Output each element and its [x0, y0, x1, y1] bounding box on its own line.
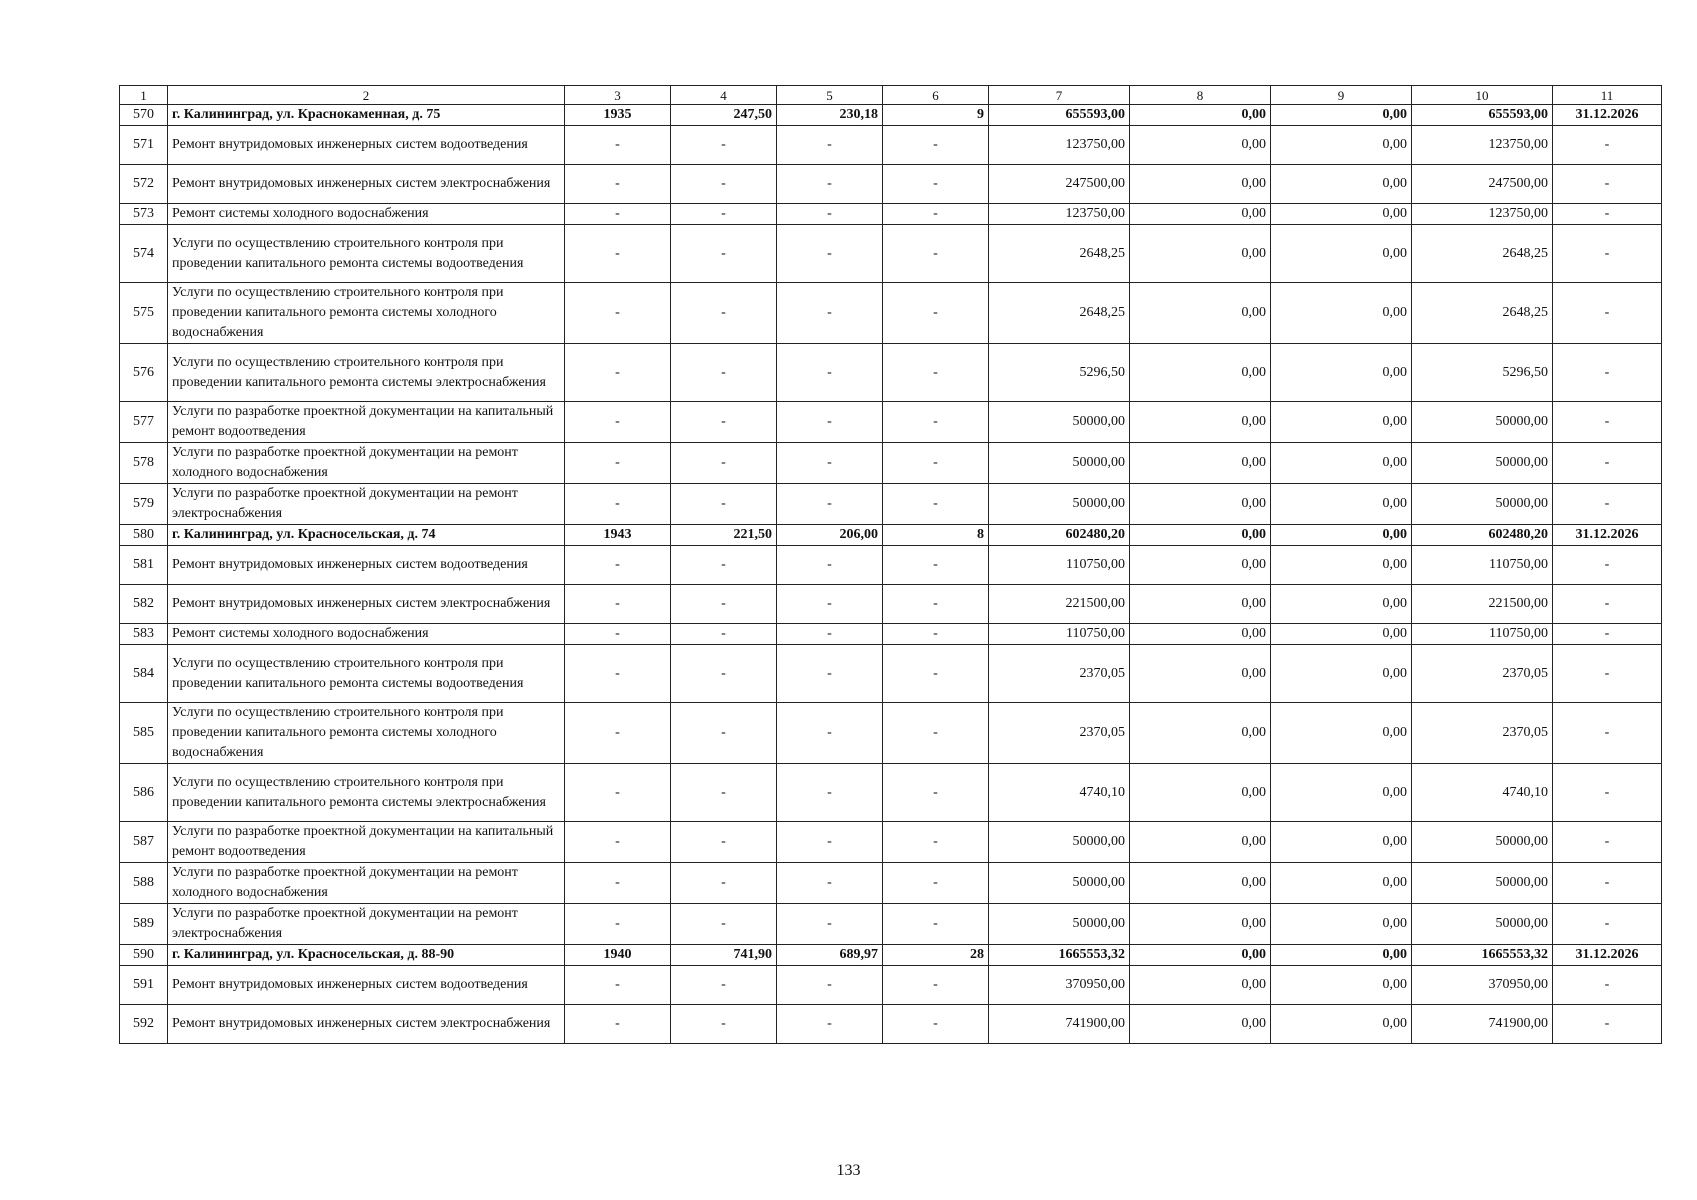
cell-no: 592: [120, 1005, 168, 1044]
cell-c3: 1935: [565, 105, 671, 126]
cell-c7: 2370,05: [989, 703, 1130, 764]
cell-c6: -: [883, 484, 989, 525]
cell-c6: -: [883, 344, 989, 402]
capital-repair-table: [119, 85, 1662, 1044]
column-header: 3: [565, 86, 671, 105]
cell-c11: -: [1553, 624, 1662, 645]
cell-c9: 0,00: [1271, 344, 1412, 402]
cell-name: г. Калининград, ул. Красносельская, д. 74: [168, 525, 565, 546]
cell-c9: 0,00: [1271, 402, 1412, 443]
cell-no: 584: [120, 645, 168, 703]
cell-c11: -: [1553, 645, 1662, 703]
cell-c10: 2648,25: [1412, 283, 1553, 344]
table-row: [120, 402, 1662, 443]
cell-c8: 0,00: [1130, 966, 1271, 1005]
cell-c10: 247500,00: [1412, 165, 1553, 204]
column-header: 5: [777, 86, 883, 105]
cell-c11: -: [1553, 703, 1662, 764]
cell-c11: -: [1553, 225, 1662, 283]
cell-c7: 602480,20: [989, 525, 1130, 546]
cell-c8: 0,00: [1130, 703, 1271, 764]
cell-name: Ремонт системы холодного водоснабжения: [168, 204, 565, 225]
cell-c10: 1665553,32: [1412, 945, 1553, 966]
cell-c4: -: [671, 585, 777, 624]
cell-c3: -: [565, 165, 671, 204]
cell-c6: -: [883, 546, 989, 585]
cell-no: 589: [120, 904, 168, 945]
table-row: [120, 126, 1662, 165]
cell-c11: 31.12.2026: [1553, 945, 1662, 966]
cell-c4: -: [671, 165, 777, 204]
cell-c4: -: [671, 126, 777, 165]
cell-c6: -: [883, 822, 989, 863]
cell-name: Услуги по разработке проектной документации на капитальный ремонт водоотведения: [168, 402, 565, 443]
cell-c6: -: [883, 966, 989, 1005]
column-header: 11: [1553, 86, 1662, 105]
cell-c9: 0,00: [1271, 525, 1412, 546]
cell-c5: -: [777, 283, 883, 344]
cell-c3: -: [565, 863, 671, 904]
cell-c11: -: [1553, 443, 1662, 484]
cell-c8: 0,00: [1130, 546, 1271, 585]
cell-c4: 221,50: [671, 525, 777, 546]
cell-c10: 110750,00: [1412, 624, 1553, 645]
cell-c7: 110750,00: [989, 546, 1130, 585]
cell-c3: 1940: [565, 945, 671, 966]
cell-no: 571: [120, 126, 168, 165]
table-row: [120, 344, 1662, 402]
cell-c6: -: [883, 225, 989, 283]
cell-c5: -: [777, 443, 883, 484]
cell-c8: 0,00: [1130, 945, 1271, 966]
cell-c5: -: [777, 904, 883, 945]
cell-c3: -: [565, 283, 671, 344]
cell-c9: 0,00: [1271, 165, 1412, 204]
cell-c6: -: [883, 204, 989, 225]
column-header: 2: [168, 86, 565, 105]
cell-c7: 50000,00: [989, 443, 1130, 484]
cell-no: 570: [120, 105, 168, 126]
cell-c4: -: [671, 546, 777, 585]
cell-c4: -: [671, 204, 777, 225]
cell-name: Услуги по осуществлению строительного контроля при проведении капитального ремонта системы водоотведения: [168, 645, 565, 703]
cell-name: Услуги по осуществлению строительного контроля при проведении капитального ремонта системы водоотведения: [168, 225, 565, 283]
cell-name: Услуги по разработке проектной документации на ремонт электроснабжения: [168, 484, 565, 525]
address-row: [120, 525, 1662, 546]
cell-c10: 123750,00: [1412, 204, 1553, 225]
cell-c5: 689,97: [777, 945, 883, 966]
cell-c7: 4740,10: [989, 764, 1130, 822]
cell-c5: -: [777, 764, 883, 822]
cell-c4: -: [671, 645, 777, 703]
cell-c10: 221500,00: [1412, 585, 1553, 624]
cell-c6: -: [883, 764, 989, 822]
cell-c5: -: [777, 703, 883, 764]
cell-c4: -: [671, 764, 777, 822]
cell-c6: -: [883, 165, 989, 204]
cell-c8: 0,00: [1130, 585, 1271, 624]
cell-c3: 1943: [565, 525, 671, 546]
cell-c11: -: [1553, 283, 1662, 344]
cell-name: Ремонт внутридомовых инженерных систем водоотведения: [168, 966, 565, 1005]
cell-c8: 0,00: [1130, 624, 1271, 645]
cell-c8: 0,00: [1130, 822, 1271, 863]
cell-c3: -: [565, 344, 671, 402]
cell-c6: -: [883, 1005, 989, 1044]
cell-no: 583: [120, 624, 168, 645]
cell-c8: 0,00: [1130, 484, 1271, 525]
cell-c7: 50000,00: [989, 863, 1130, 904]
cell-c5: -: [777, 966, 883, 1005]
cell-c4: -: [671, 624, 777, 645]
cell-c9: 0,00: [1271, 863, 1412, 904]
cell-name: Услуги по разработке проектной документации на ремонт холодного водоснабжения: [168, 443, 565, 484]
cell-no: 576: [120, 344, 168, 402]
table-row: [120, 546, 1662, 585]
cell-name: Услуги по разработке проектной документации на ремонт холодного водоснабжения: [168, 863, 565, 904]
column-header: 4: [671, 86, 777, 105]
cell-c8: 0,00: [1130, 105, 1271, 126]
cell-no: 577: [120, 402, 168, 443]
cell-name: Услуги по разработке проектной документации на ремонт электроснабжения: [168, 904, 565, 945]
cell-c11: -: [1553, 126, 1662, 165]
cell-c8: 0,00: [1130, 165, 1271, 204]
table-row: [120, 1005, 1662, 1044]
cell-c4: -: [671, 1005, 777, 1044]
cell-c9: 0,00: [1271, 703, 1412, 764]
cell-no: 588: [120, 863, 168, 904]
cell-c7: 1665553,32: [989, 945, 1130, 966]
table-row: [120, 645, 1662, 703]
column-header: 8: [1130, 86, 1271, 105]
cell-c11: -: [1553, 966, 1662, 1005]
cell-c10: 655593,00: [1412, 105, 1553, 126]
cell-c9: 0,00: [1271, 904, 1412, 945]
cell-c9: 0,00: [1271, 484, 1412, 525]
cell-no: 582: [120, 585, 168, 624]
cell-c11: -: [1553, 402, 1662, 443]
cell-name: Услуги по осуществлению строительного контроля при проведении капитального ремонта системы электроснабжения: [168, 764, 565, 822]
cell-c8: 0,00: [1130, 225, 1271, 283]
cell-c9: 0,00: [1271, 546, 1412, 585]
table-row: [120, 443, 1662, 484]
cell-no: 579: [120, 484, 168, 525]
cell-c5: -: [777, 165, 883, 204]
cell-c7: 221500,00: [989, 585, 1130, 624]
cell-c7: 123750,00: [989, 204, 1130, 225]
cell-c11: -: [1553, 165, 1662, 204]
cell-c7: 247500,00: [989, 165, 1130, 204]
cell-c8: 0,00: [1130, 645, 1271, 703]
cell-c10: 50000,00: [1412, 863, 1553, 904]
cell-c10: 50000,00: [1412, 402, 1553, 443]
table-row: [120, 863, 1662, 904]
cell-c11: -: [1553, 822, 1662, 863]
cell-c10: 50000,00: [1412, 822, 1553, 863]
table-row: [120, 703, 1662, 764]
cell-c3: -: [565, 484, 671, 525]
cell-c7: 741900,00: [989, 1005, 1130, 1044]
cell-c9: 0,00: [1271, 585, 1412, 624]
table-row: [120, 624, 1662, 645]
table-row: [120, 204, 1662, 225]
cell-c5: -: [777, 822, 883, 863]
cell-c5: 230,18: [777, 105, 883, 126]
cell-no: 573: [120, 204, 168, 225]
address-row: [120, 105, 1662, 126]
cell-c10: 2370,05: [1412, 703, 1553, 764]
cell-c7: 123750,00: [989, 126, 1130, 165]
cell-c4: -: [671, 402, 777, 443]
cell-c3: -: [565, 822, 671, 863]
table-row: [120, 585, 1662, 624]
cell-c7: 2648,25: [989, 225, 1130, 283]
cell-c3: -: [565, 764, 671, 822]
cell-no: 591: [120, 966, 168, 1005]
cell-c5: -: [777, 126, 883, 165]
cell-c5: -: [777, 204, 883, 225]
cell-c10: 5296,50: [1412, 344, 1553, 402]
cell-c10: 2648,25: [1412, 225, 1553, 283]
column-header: 1: [120, 86, 168, 105]
cell-c5: -: [777, 645, 883, 703]
cell-c4: -: [671, 966, 777, 1005]
cell-c9: 0,00: [1271, 966, 1412, 1005]
cell-c11: -: [1553, 484, 1662, 525]
cell-c7: 50000,00: [989, 904, 1130, 945]
cell-c4: -: [671, 822, 777, 863]
cell-name: Ремонт системы холодного водоснабжения: [168, 624, 565, 645]
cell-c5: -: [777, 585, 883, 624]
cell-name: Ремонт внутридомовых инженерных систем электроснабжения: [168, 1005, 565, 1044]
cell-c6: -: [883, 443, 989, 484]
cell-c8: 0,00: [1130, 904, 1271, 945]
cell-c7: 2648,25: [989, 283, 1130, 344]
cell-c3: -: [565, 402, 671, 443]
cell-c6: -: [883, 283, 989, 344]
cell-c10: 602480,20: [1412, 525, 1553, 546]
cell-c6: -: [883, 863, 989, 904]
cell-c10: 123750,00: [1412, 126, 1553, 165]
cell-c4: -: [671, 283, 777, 344]
table-row: [120, 764, 1662, 822]
cell-c9: 0,00: [1271, 945, 1412, 966]
cell-c4: -: [671, 863, 777, 904]
cell-c9: 0,00: [1271, 822, 1412, 863]
table-row: [120, 822, 1662, 863]
cell-c5: -: [777, 1005, 883, 1044]
cell-c4: -: [671, 225, 777, 283]
column-header: 10: [1412, 86, 1553, 105]
cell-c6: 8: [883, 525, 989, 546]
cell-c5: -: [777, 225, 883, 283]
cell-c5: -: [777, 484, 883, 525]
cell-c8: 0,00: [1130, 764, 1271, 822]
cell-c7: 655593,00: [989, 105, 1130, 126]
column-header: 7: [989, 86, 1130, 105]
cell-c11: -: [1553, 344, 1662, 402]
cell-no: 574: [120, 225, 168, 283]
cell-c8: 0,00: [1130, 443, 1271, 484]
cell-c7: 370950,00: [989, 966, 1130, 1005]
cell-c3: -: [565, 126, 671, 165]
cell-c5: -: [777, 624, 883, 645]
cell-c4: -: [671, 904, 777, 945]
cell-c11: -: [1553, 1005, 1662, 1044]
cell-c3: -: [565, 703, 671, 764]
cell-name: г. Калининград, ул. Краснокаменная, д. 75: [168, 105, 565, 126]
page-number: 133: [836, 1162, 861, 1179]
cell-name: г. Калининград, ул. Красносельская, д. 88-90: [168, 945, 565, 966]
cell-c4: -: [671, 703, 777, 764]
column-header: 6: [883, 86, 989, 105]
cell-c8: 0,00: [1130, 126, 1271, 165]
cell-c11: -: [1553, 204, 1662, 225]
cell-c4: -: [671, 344, 777, 402]
cell-c11: -: [1553, 863, 1662, 904]
cell-c5: 206,00: [777, 525, 883, 546]
cell-c3: -: [565, 624, 671, 645]
cell-c9: 0,00: [1271, 443, 1412, 484]
cell-c5: -: [777, 344, 883, 402]
cell-c8: 0,00: [1130, 344, 1271, 402]
cell-c9: 0,00: [1271, 126, 1412, 165]
cell-no: 585: [120, 703, 168, 764]
cell-c10: 50000,00: [1412, 484, 1553, 525]
cell-c3: -: [565, 225, 671, 283]
cell-name: Ремонт внутридомовых инженерных систем электроснабжения: [168, 165, 565, 204]
cell-c10: 741900,00: [1412, 1005, 1553, 1044]
cell-c5: -: [777, 863, 883, 904]
table-row: [120, 484, 1662, 525]
address-row: [120, 945, 1662, 966]
cell-c9: 0,00: [1271, 204, 1412, 225]
cell-c8: 0,00: [1130, 1005, 1271, 1044]
cell-no: 581: [120, 546, 168, 585]
cell-c6: -: [883, 624, 989, 645]
cell-no: 580: [120, 525, 168, 546]
cell-c6: 28: [883, 945, 989, 966]
cell-c4: -: [671, 443, 777, 484]
cell-c8: 0,00: [1130, 283, 1271, 344]
cell-c6: -: [883, 402, 989, 443]
cell-c3: -: [565, 966, 671, 1005]
cell-c11: 31.12.2026: [1553, 525, 1662, 546]
cell-c3: -: [565, 204, 671, 225]
table-row: [120, 283, 1662, 344]
cell-c9: 0,00: [1271, 225, 1412, 283]
cell-c7: 5296,50: [989, 344, 1130, 402]
cell-c3: -: [565, 585, 671, 624]
cell-c8: 0,00: [1130, 402, 1271, 443]
cell-c9: 0,00: [1271, 645, 1412, 703]
table-row: [120, 225, 1662, 283]
cell-c6: -: [883, 126, 989, 165]
cell-c8: 0,00: [1130, 525, 1271, 546]
cell-c6: -: [883, 904, 989, 945]
cell-c8: 0,00: [1130, 863, 1271, 904]
cell-c11: -: [1553, 585, 1662, 624]
cell-c4: 741,90: [671, 945, 777, 966]
cell-c9: 0,00: [1271, 624, 1412, 645]
cell-c11: -: [1553, 904, 1662, 945]
cell-c3: -: [565, 1005, 671, 1044]
column-number-header: [120, 86, 1662, 105]
cell-c11: -: [1553, 764, 1662, 822]
cell-c6: -: [883, 585, 989, 624]
cell-c3: -: [565, 904, 671, 945]
cell-c9: 0,00: [1271, 764, 1412, 822]
cell-c10: 50000,00: [1412, 443, 1553, 484]
table-row: [120, 904, 1662, 945]
cell-name: Ремонт внутридомовых инженерных систем водоотведения: [168, 126, 565, 165]
cell-c3: -: [565, 546, 671, 585]
cell-c11: -: [1553, 546, 1662, 585]
cell-name: Ремонт внутридомовых инженерных систем электроснабжения: [168, 585, 565, 624]
cell-c5: -: [777, 546, 883, 585]
cell-c3: -: [565, 443, 671, 484]
cell-no: 578: [120, 443, 168, 484]
cell-c7: 2370,05: [989, 645, 1130, 703]
cell-no: 586: [120, 764, 168, 822]
cell-name: Ремонт внутридомовых инженерных систем водоотведения: [168, 546, 565, 585]
table-row: [120, 966, 1662, 1005]
cell-name: Услуги по осуществлению строительного контроля при проведении капитального ремонта системы холодного водоснабжения: [168, 283, 565, 344]
cell-no: 572: [120, 165, 168, 204]
cell-no: 587: [120, 822, 168, 863]
cell-name: Услуги по осуществлению строительного контроля при проведении капитального ремонта системы холодного водоснабжения: [168, 703, 565, 764]
cell-c10: 370950,00: [1412, 966, 1553, 1005]
cell-c7: 50000,00: [989, 822, 1130, 863]
cell-c3: -: [565, 645, 671, 703]
cell-no: 590: [120, 945, 168, 966]
cell-c9: 0,00: [1271, 105, 1412, 126]
cell-c6: -: [883, 645, 989, 703]
cell-c7: 50000,00: [989, 484, 1130, 525]
column-header: 9: [1271, 86, 1412, 105]
cell-c7: 110750,00: [989, 624, 1130, 645]
cell-c10: 50000,00: [1412, 904, 1553, 945]
cell-c8: 0,00: [1130, 204, 1271, 225]
cell-c5: -: [777, 402, 883, 443]
cell-c11: 31.12.2026: [1553, 105, 1662, 126]
cell-c6: 9: [883, 105, 989, 126]
cell-c6: -: [883, 703, 989, 764]
cell-no: 575: [120, 283, 168, 344]
cell-c9: 0,00: [1271, 283, 1412, 344]
cell-c7: 50000,00: [989, 402, 1130, 443]
cell-c4: 247,50: [671, 105, 777, 126]
cell-c10: 110750,00: [1412, 546, 1553, 585]
cell-c10: 2370,05: [1412, 645, 1553, 703]
cell-c4: -: [671, 484, 777, 525]
cell-c10: 4740,10: [1412, 764, 1553, 822]
table-row: [120, 165, 1662, 204]
cell-name: Услуги по разработке проектной документации на капитальный ремонт водоотведения: [168, 822, 565, 863]
cell-name: Услуги по осуществлению строительного контроля при проведении капитального ремонта системы электроснабжения: [168, 344, 565, 402]
cell-c9: 0,00: [1271, 1005, 1412, 1044]
